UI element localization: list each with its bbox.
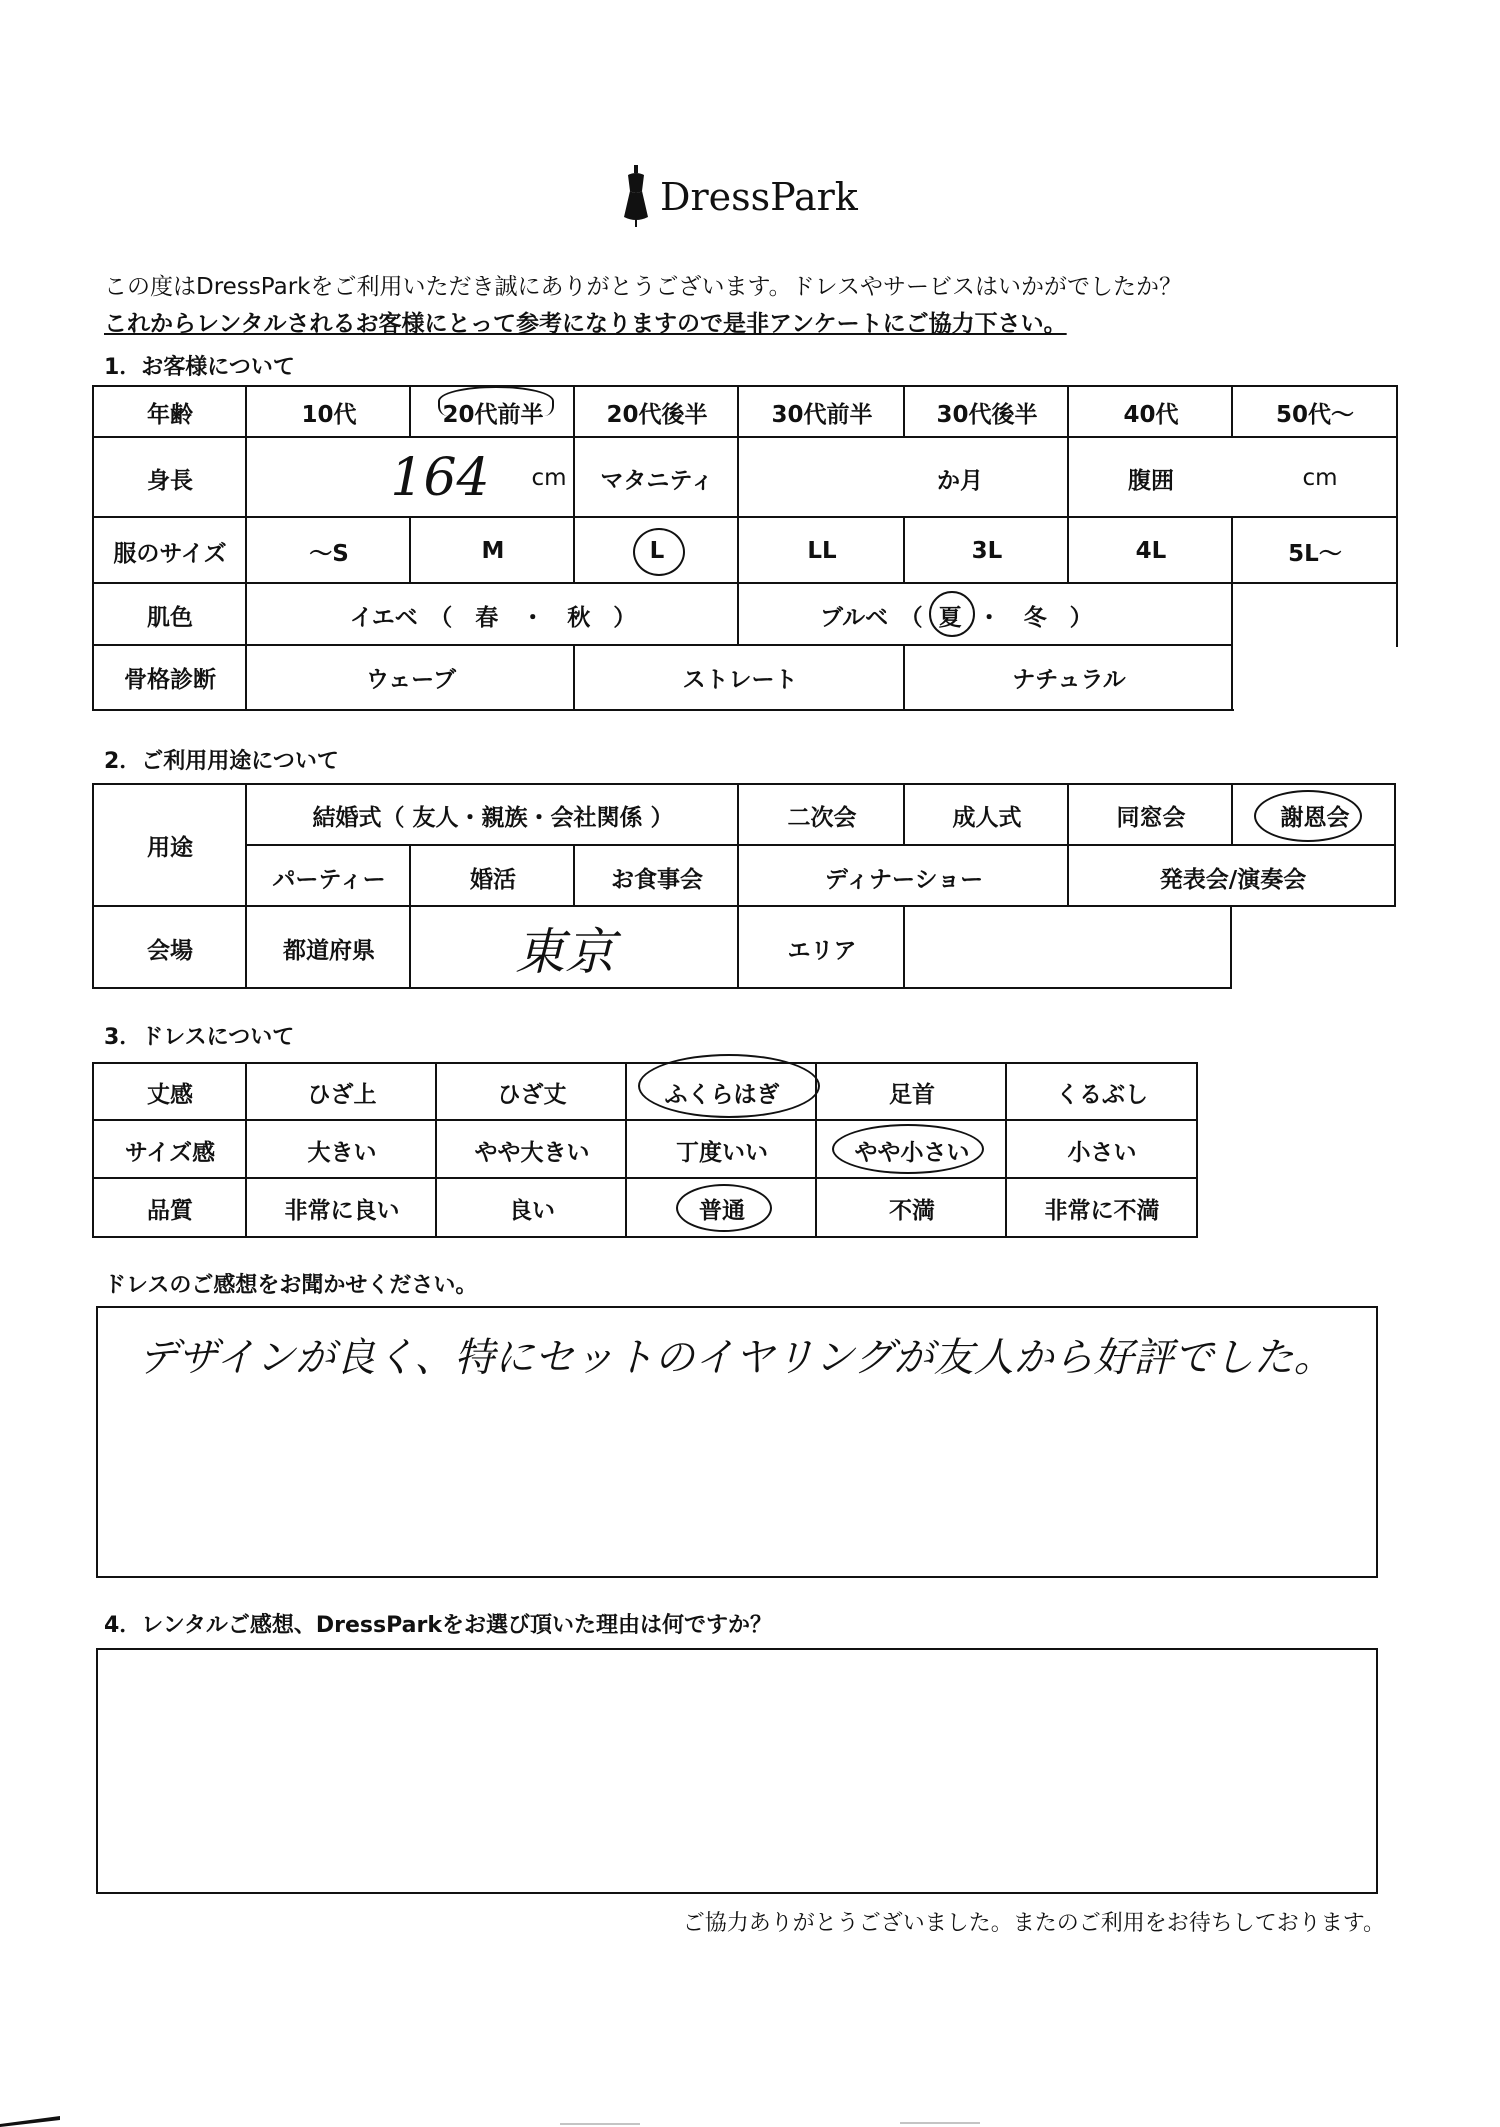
brand-name: DressPark — [660, 175, 858, 219]
prefecture-label: 都道府県 — [283, 937, 375, 964]
skin-blue-suffix: ・ 冬 ） — [977, 604, 1093, 631]
section-3-title: 3．ドレスについて — [104, 1025, 295, 1050]
size-option[interactable]: M — [481, 538, 505, 564]
waist-unit: cm — [1302, 465, 1338, 491]
purpose-option[interactable]: お食事会 — [611, 866, 703, 893]
purpose-option-selected[interactable]: 謝恩会 — [1280, 804, 1350, 831]
dress-form-icon — [622, 165, 650, 229]
purpose-option[interactable]: 成人式 — [952, 804, 1022, 831]
fit-option[interactable]: 小さい — [1067, 1139, 1137, 1166]
purpose-option[interactable]: 結婚式（ 友人・親族・会社関係 ） — [312, 804, 674, 831]
purpose-option[interactable]: 発表会/演奏会 — [1159, 866, 1307, 893]
height-label: 身長 — [147, 467, 193, 494]
quality-label: 品質 — [147, 1197, 193, 1224]
length-option[interactable]: ひざ丈 — [497, 1081, 567, 1108]
length-label: 丈感 — [147, 1081, 193, 1108]
size-option[interactable]: 3L — [971, 538, 1003, 564]
maternity-label: マタニティ — [600, 467, 714, 494]
quality-option[interactable]: 非常に良い — [284, 1197, 400, 1224]
skin-blue-prefix: ブルベ （ — [820, 604, 923, 631]
age-label: 年齢 — [147, 401, 193, 428]
brand-logo — [622, 162, 858, 232]
skin-summer-text: 夏 — [938, 604, 962, 631]
age-option[interactable]: 20代後半 — [606, 401, 708, 428]
skin-yellow-option[interactable]: イエベ （ 春 ・ 秋 ） — [349, 604, 637, 631]
quality-option[interactable]: 非常に不満 — [1044, 1197, 1160, 1224]
dress-comment-prompt: ドレスのご感想をお聞かせください。 — [104, 1273, 478, 1298]
dress-comment-text: デザインが良く、特にセットのイヤリングが友人から好評でした。 — [138, 1335, 1334, 1381]
age-option[interactable]: 10代 — [301, 401, 357, 428]
fit-option[interactable]: 大きい — [307, 1139, 377, 1166]
purpose-option[interactable]: ディナーショー — [824, 866, 984, 893]
length-option[interactable]: 足首 — [889, 1081, 935, 1108]
fit-option[interactable]: 丁度いい — [676, 1139, 768, 1166]
section-4-title: 4．レンタルご感想、DressParkをお選び頂いた理由は何ですか？ — [104, 1613, 772, 1638]
skeleton-label: 骨格診断 — [124, 666, 216, 693]
area-label: エリア — [787, 937, 857, 964]
section-1-title: 1．お客様について — [104, 355, 295, 380]
section-2-title: 2．ご利用用途について — [104, 749, 339, 774]
skin-label: 肌色 — [147, 604, 193, 631]
skeleton-option[interactable]: ナチュラル — [1012, 666, 1126, 693]
size-option[interactable]: 5L～ — [1288, 540, 1342, 567]
quality-option[interactable]: 不満 — [889, 1197, 935, 1224]
length-option-selected[interactable]: ふくらはぎ — [664, 1081, 780, 1108]
scan-edge-mark — [0, 2110, 1500, 2127]
purpose-option[interactable]: 同窓会 — [1116, 804, 1186, 831]
intro-line-1: この度はDressParkをご利用いただき誠にありがとうございます。ドレスやサービスはいかがでしたか？ — [104, 274, 1182, 300]
fit-option-selected[interactable]: やや小さい — [854, 1139, 970, 1166]
purpose-label: 用途 — [147, 834, 193, 861]
height-value[interactable]: 164 — [390, 448, 490, 508]
age-option[interactable]: 50代～ — [1275, 401, 1354, 428]
fit-label: サイズ感 — [124, 1139, 216, 1166]
age-option[interactable]: 40代 — [1123, 401, 1179, 428]
purpose-option[interactable]: 婚活 — [470, 866, 516, 893]
footer-thanks: ご協力ありがとうございました。またのご利用をお待ちしております。 — [682, 1911, 1385, 1936]
size-option[interactable]: 4L — [1135, 538, 1167, 564]
quality-option-selected[interactable]: 普通 — [699, 1197, 745, 1224]
skin-blue-option[interactable] — [740, 585, 1230, 645]
purpose-option[interactable]: 二次会 — [787, 804, 857, 831]
skeleton-option[interactable]: ストレート — [682, 666, 798, 693]
skin-summer-selected[interactable] — [939, 599, 962, 632]
venue-label: 会場 — [147, 937, 193, 964]
size-option-selected[interactable]: L — [649, 538, 665, 564]
prefecture-value[interactable]: 東京 — [515, 923, 615, 981]
purpose-option[interactable]: パーティー — [272, 866, 386, 893]
area-value[interactable] — [906, 908, 1232, 988]
size-label: 服のサイズ — [113, 540, 227, 567]
quality-option[interactable]: 良い — [509, 1197, 555, 1224]
height-unit: cm — [531, 465, 567, 491]
table-notch — [1234, 649, 1404, 719]
skeleton-option[interactable]: ウェーブ — [366, 666, 456, 693]
size-option[interactable]: ～S — [309, 540, 349, 567]
fit-option[interactable]: やや大きい — [474, 1139, 590, 1166]
age-option[interactable]: 30代前半 — [771, 401, 873, 428]
length-option[interactable]: くるぶし — [1056, 1081, 1148, 1108]
size-option[interactable]: LL — [807, 538, 837, 564]
intro-line-2: これからレンタルされるお客様にとって参考になりますので是非アンケートにご協力下さい。 — [104, 311, 1067, 337]
maternity-months-unit: か月 — [937, 467, 983, 494]
age-option[interactable]: 30代後半 — [936, 401, 1038, 428]
rental-comment-box[interactable] — [96, 1648, 1378, 1894]
waist-label: 腹囲 — [1128, 467, 1174, 494]
age-option-selected[interactable]: 20代前半 — [442, 401, 544, 428]
length-option[interactable]: ひざ上 — [307, 1081, 377, 1108]
